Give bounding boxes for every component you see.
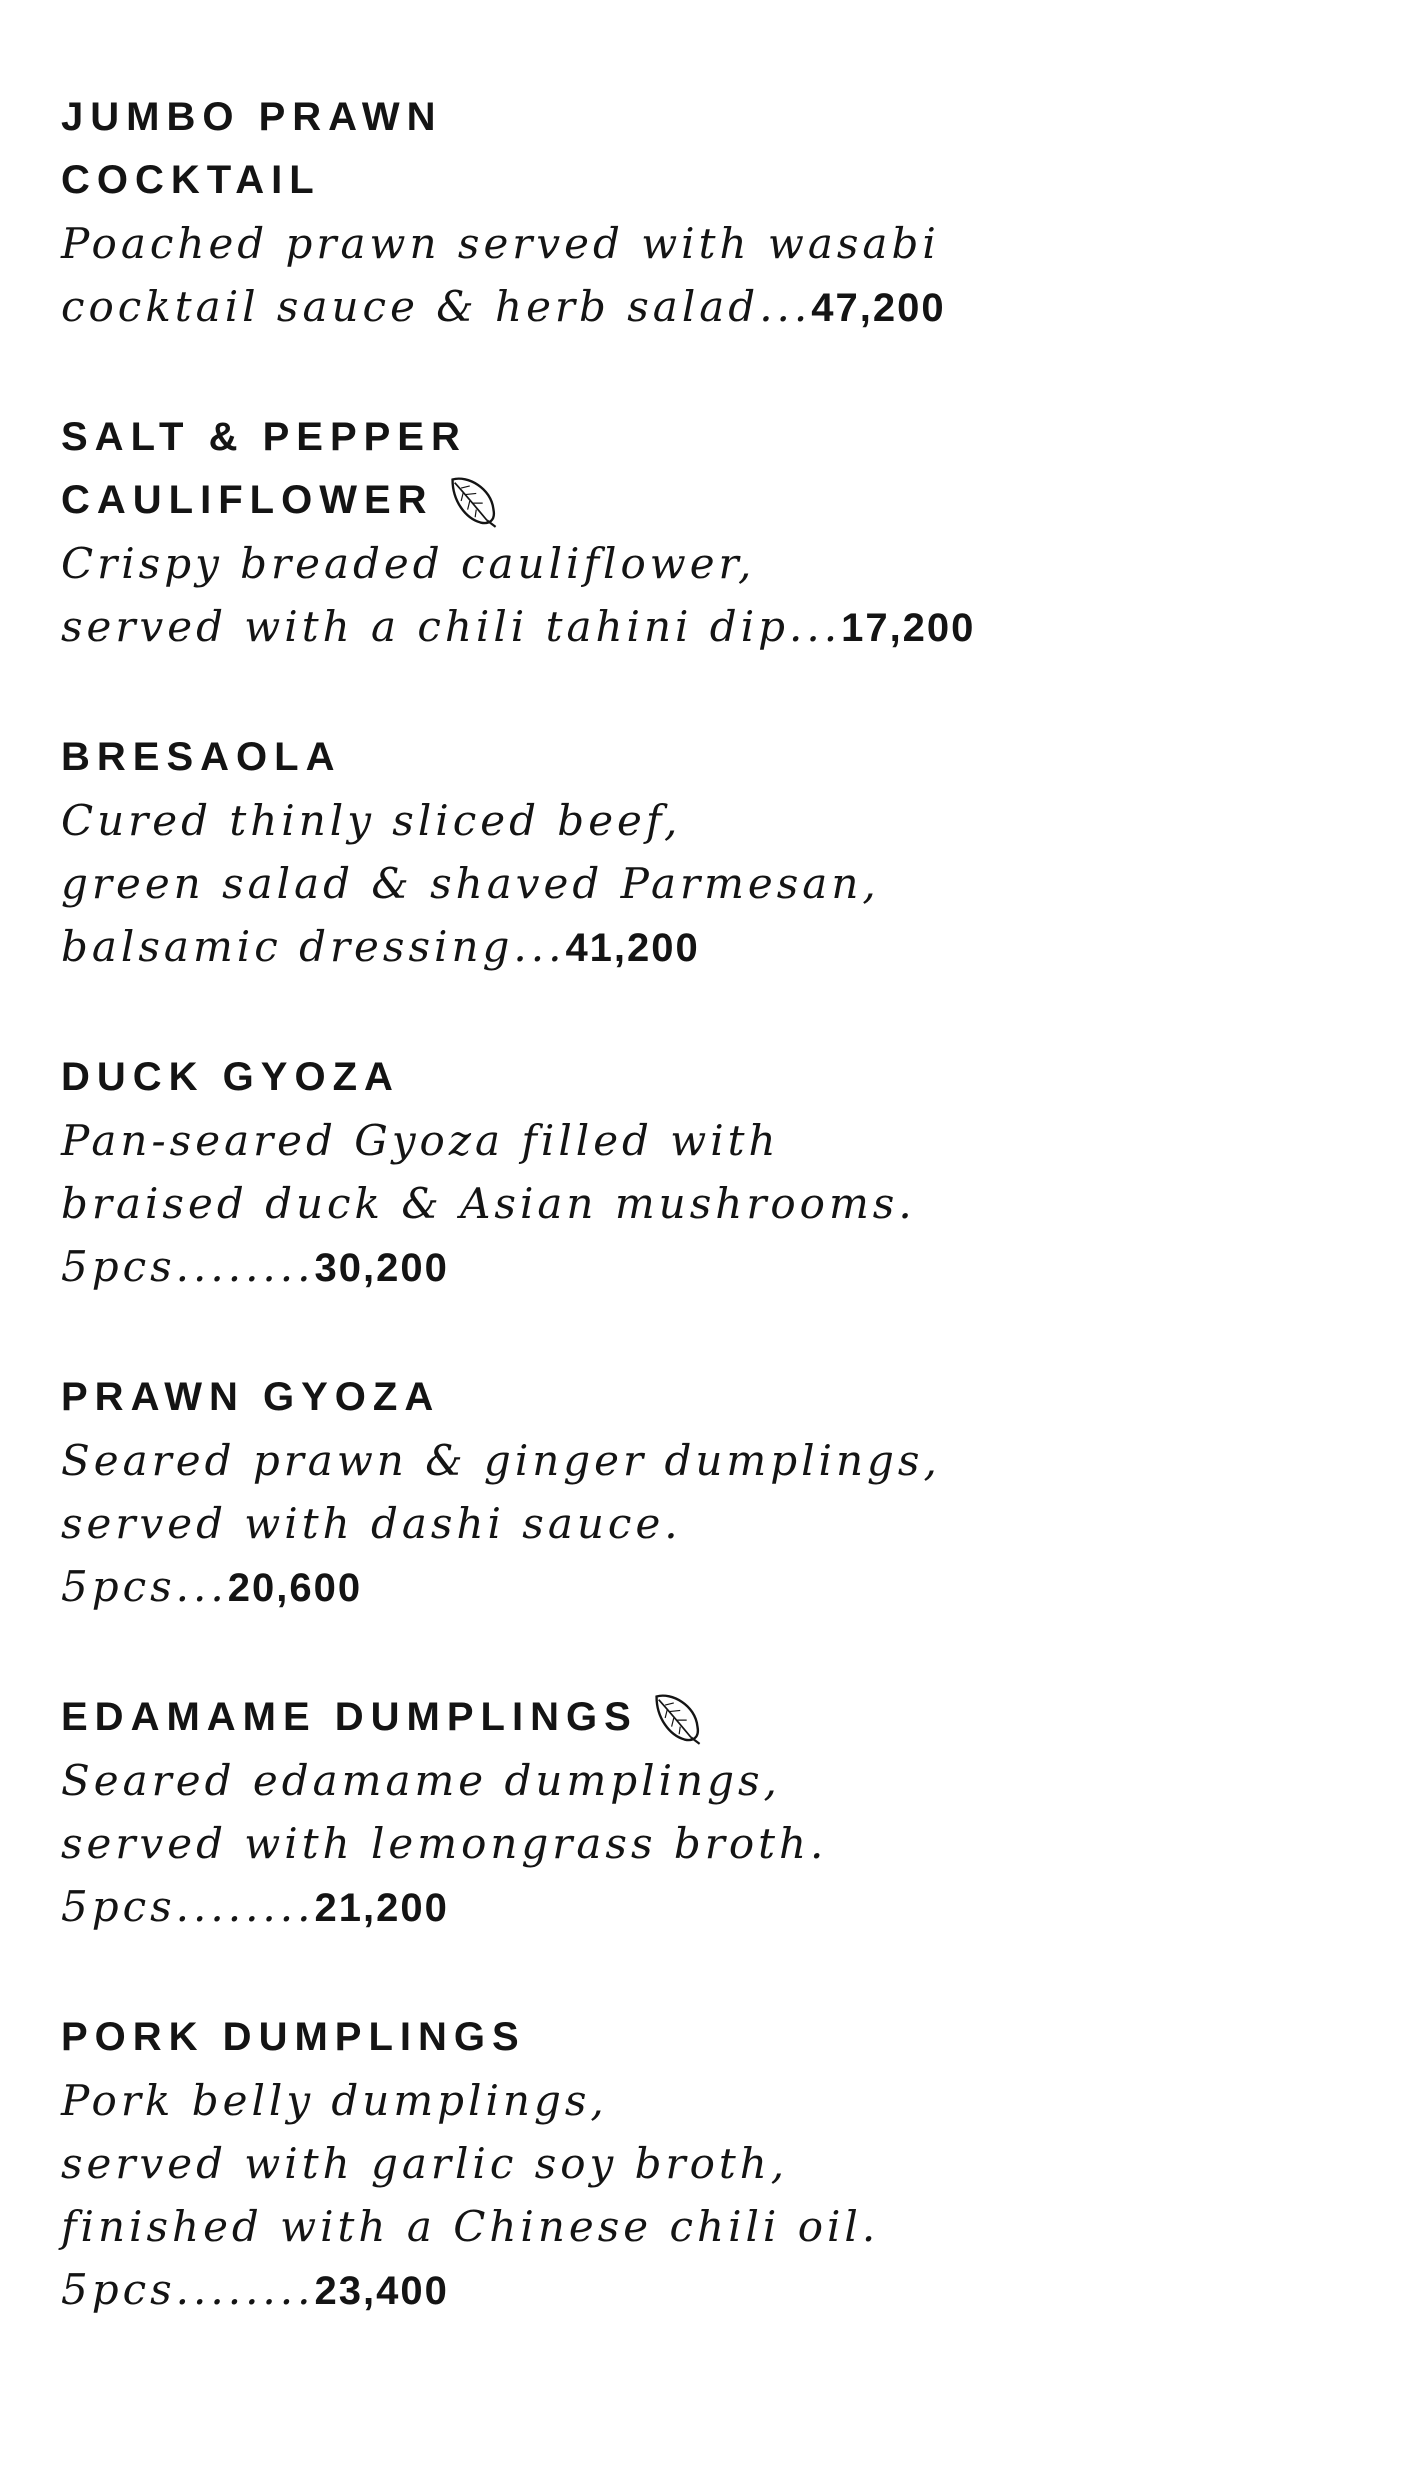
item-name: JUMBO PRAWN: [61, 95, 443, 139]
item-description: Seared edamame dumplings,: [61, 1756, 781, 1805]
menu-item-jumbo-prawn-cocktail: [61, 86, 1161, 338]
item-price: 23,400: [314, 2269, 449, 2313]
menu-item-pork-dumplings: [61, 2006, 1161, 2321]
item-description: green salad & shaved Parmesan,: [61, 859, 880, 908]
item-price: 20,600: [227, 1566, 363, 1610]
menu-item-prawn-gyoza: [61, 1366, 1161, 1618]
item-description: balsamic dressing...41,200: [61, 922, 700, 971]
item-description: 5pcs...20,600: [61, 1562, 363, 1611]
item-price: 21,200: [314, 1886, 449, 1930]
item-description: Pan-seared Gyoza filled with: [61, 1116, 780, 1165]
item-name: DUCK GYOZA: [61, 1055, 400, 1099]
item-description: served with a chili tahini dip...17,200: [61, 602, 976, 651]
item-description: braised duck & Asian mushrooms.: [61, 1179, 916, 1228]
item-description: cocktail sauce & herb salad...47,200: [61, 282, 946, 331]
item-description: finished with a Chinese chili oil.: [61, 2202, 880, 2251]
item-description: served with garlic soy broth,: [61, 2139, 789, 2188]
item-name: PORK DUMPLINGS: [61, 2015, 526, 2059]
leaf-icon: [650, 1690, 704, 1746]
item-description: Pork belly dumplings,: [61, 2076, 608, 2125]
item-name: SALT & PEPPER: [61, 415, 467, 459]
item-description: Cured thinly sliced beef,: [61, 796, 682, 845]
leaf-icon: [446, 473, 500, 529]
menu: [61, 86, 1161, 2389]
item-description: served with lemongrass broth.: [61, 1819, 828, 1868]
item-price: 17,200: [841, 606, 976, 650]
menu-item-bresaola: [61, 726, 1161, 978]
item-name: COCKTAIL: [61, 158, 321, 202]
item-description: served with dashi sauce.: [61, 1499, 682, 1548]
item-description: Crispy breaded cauliflower,: [61, 539, 756, 588]
item-name: PRAWN GYOZA: [61, 1375, 441, 1419]
item-price: 41,200: [565, 926, 700, 970]
item-name: BRESAOLA: [61, 735, 342, 779]
item-price: 30,200: [314, 1246, 449, 1290]
item-description: 5pcs........23,400: [61, 2265, 449, 2314]
menu-item-salt-pepper-cauliflower: [61, 406, 1161, 658]
item-name: EDAMAME DUMPLINGS: [61, 1686, 1161, 1749]
item-price: 47,200: [811, 286, 946, 330]
item-name: CAULIFLOWER: [61, 469, 1161, 532]
menu-item-edamame-dumplings: [61, 1686, 1161, 1938]
item-description: Seared prawn & ginger dumplings,: [61, 1436, 941, 1485]
item-description: 5pcs........30,200: [61, 1242, 449, 1291]
item-description: 5pcs........21,200: [61, 1882, 449, 1931]
item-description: Poached prawn served with wasabi: [61, 219, 940, 268]
menu-item-duck-gyoza: [61, 1046, 1161, 1298]
